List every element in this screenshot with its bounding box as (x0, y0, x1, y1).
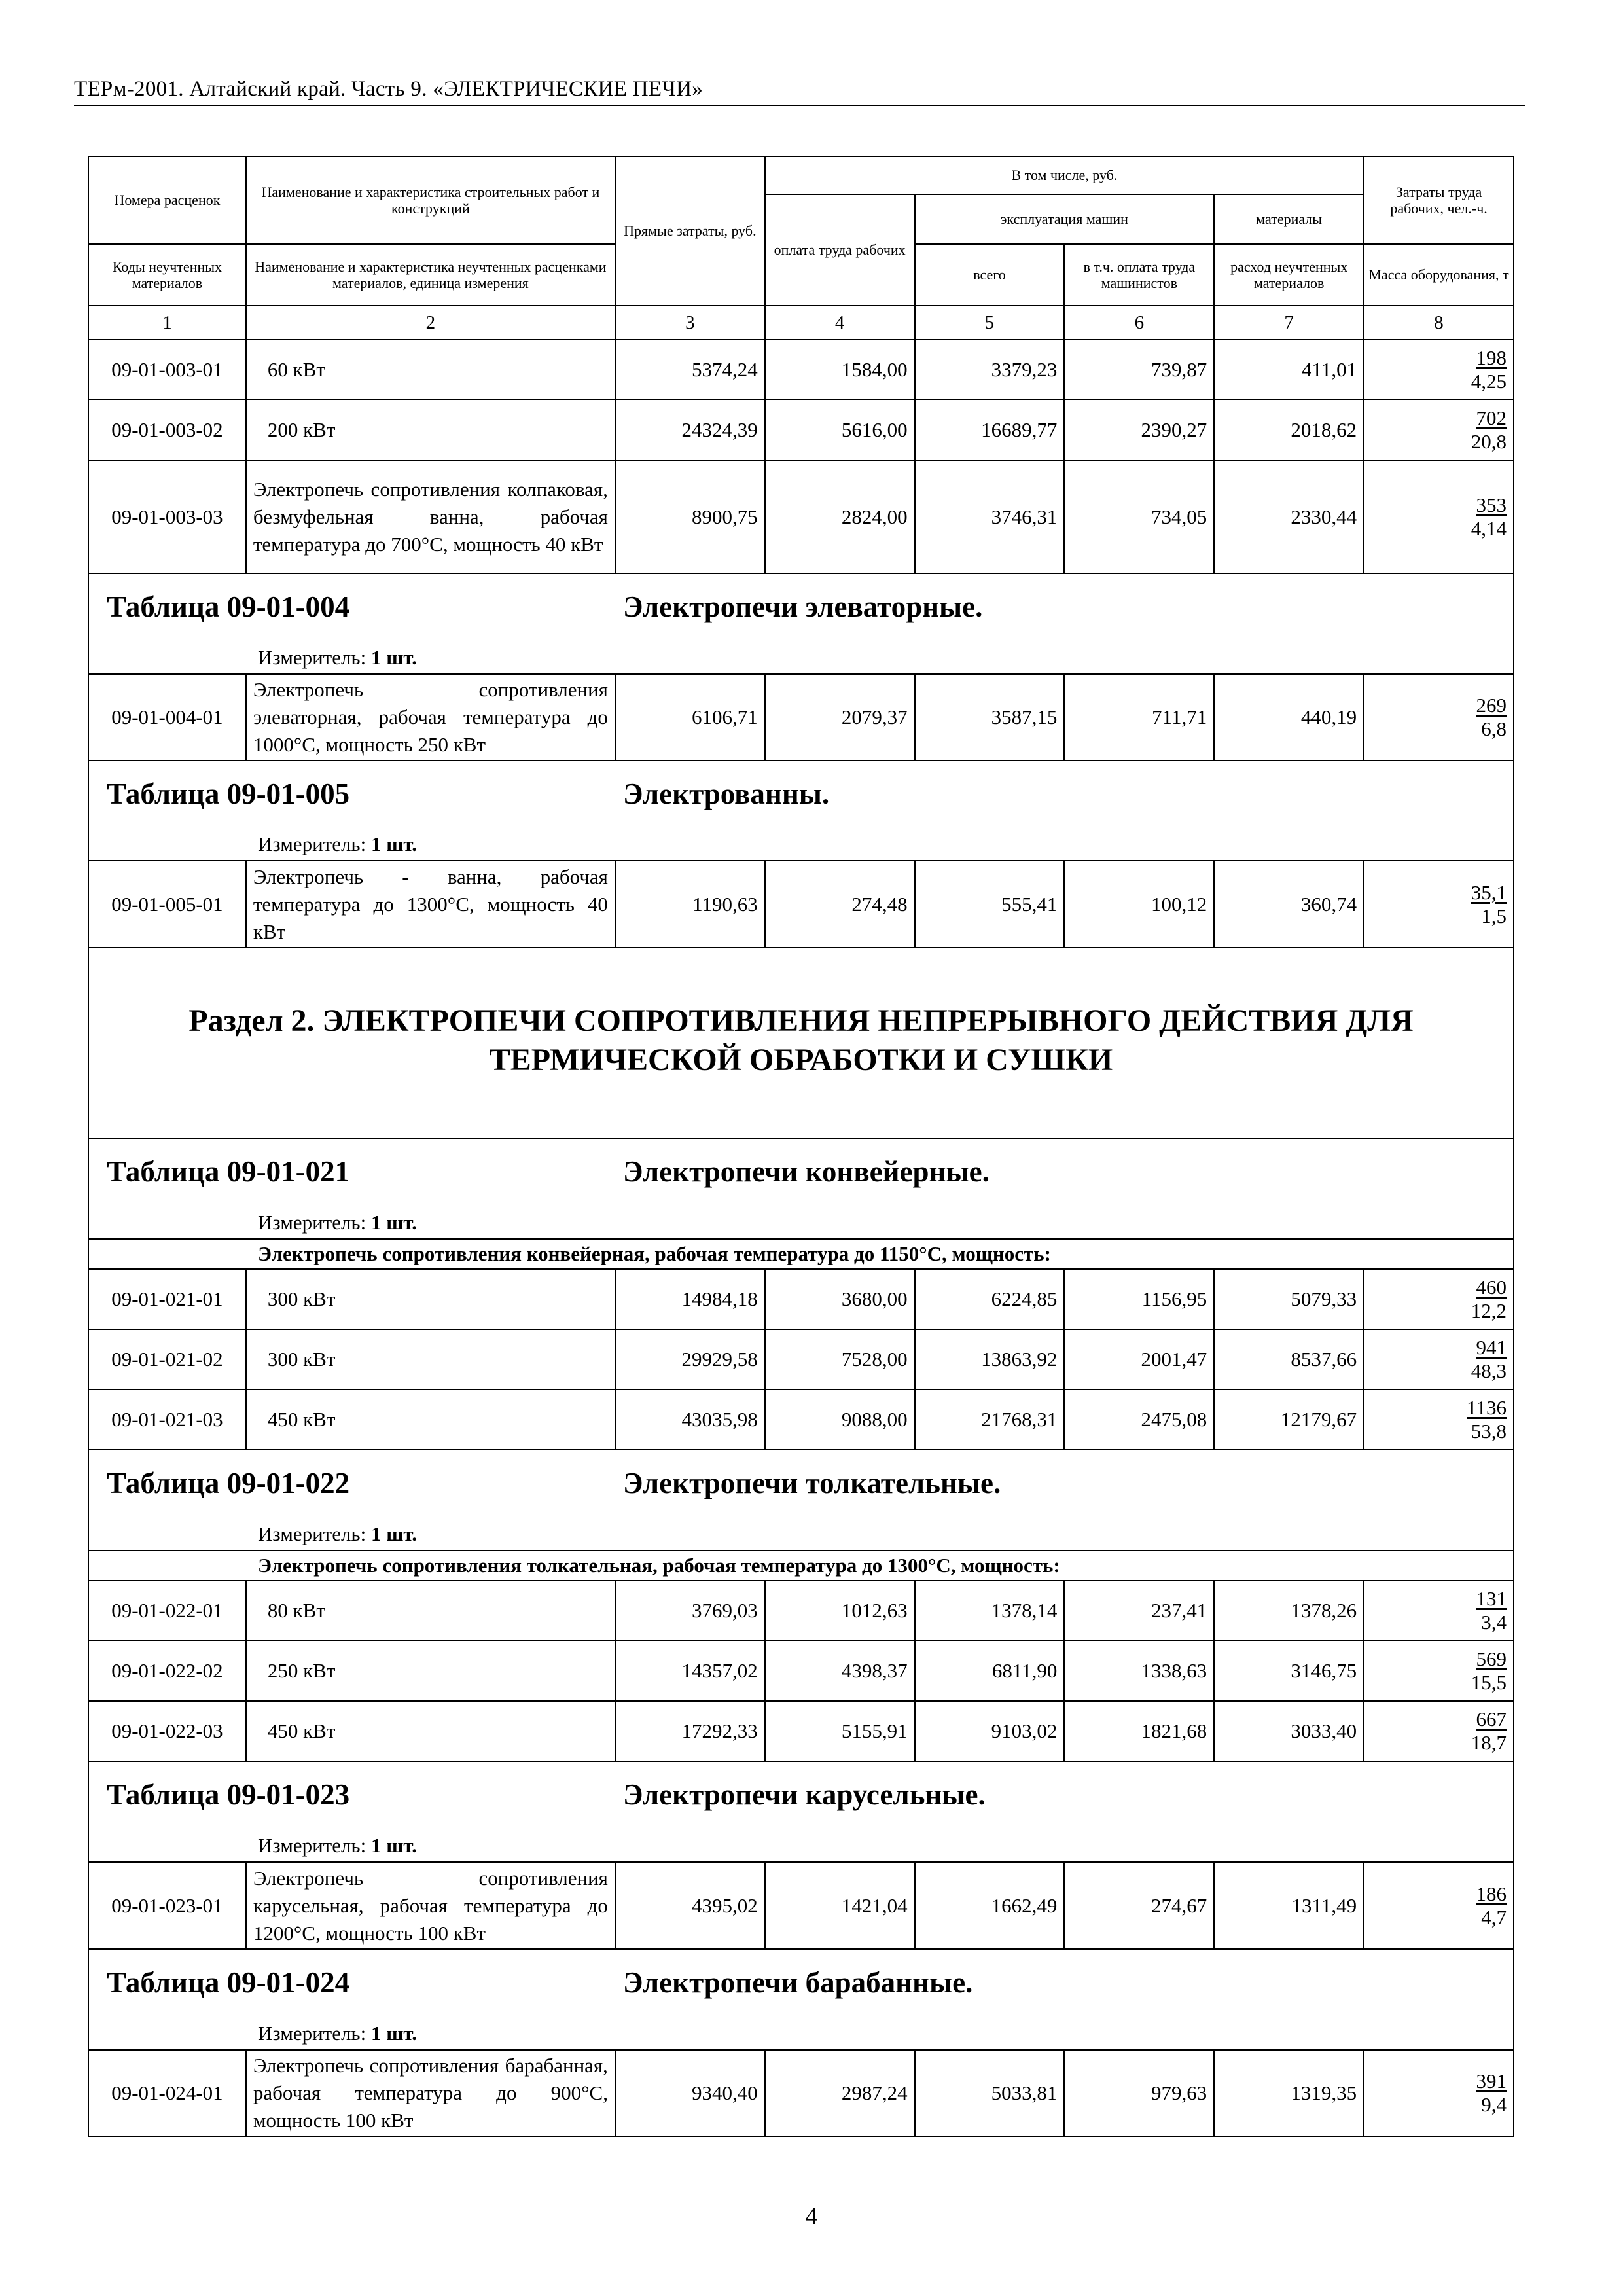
labor-pay: 4398,37 (765, 1641, 915, 1701)
equipment-mass: 4,25 (1471, 369, 1507, 393)
equipment-mass: 12,2 (1471, 1299, 1507, 1322)
labor-mass-fraction (1364, 1329, 1514, 1390)
machinists-pay: 1338,63 (1064, 1641, 1214, 1701)
machinists-pay: 1821,68 (1064, 1701, 1214, 1761)
materials: 3033,40 (1214, 1701, 1364, 1761)
col-head-rate-numbers: Номера расценок (88, 156, 246, 244)
rate-code: 09-01-003-01 (88, 340, 246, 399)
direct-cost: 4395,02 (615, 1862, 765, 1949)
labor-mass-fraction (1364, 1862, 1514, 1949)
group-heading-row (88, 1239, 1514, 1269)
equipment-mass: 18,7 (1471, 1731, 1507, 1754)
group-heading: Электропечь сопротивления конвейерная, рабочая температура до 1150°С, мощность: (88, 1239, 1514, 1269)
machinists-pay: 711,71 (1064, 674, 1214, 761)
machinists-pay: 979,63 (1064, 2050, 1214, 2136)
table-row (88, 674, 1514, 761)
table-title: Электропечи карусельные. (623, 1778, 986, 1811)
materials: 2018,62 (1214, 399, 1364, 461)
direct-cost: 17292,33 (615, 1701, 765, 1761)
rate-code: 09-01-022-03 (88, 1701, 246, 1761)
labor-mass-fraction (1364, 2050, 1514, 2136)
table-title-row (88, 1761, 1514, 1862)
table-title: Электропечи толкательные. (623, 1467, 1001, 1499)
machinists-pay: 2390,27 (1064, 399, 1214, 461)
work-name: Электропечь сопротивления барабанная, рабочая температура до 900°С, мощность 100 кВт (246, 2050, 615, 2136)
col-head-machinists-pay: в т.ч. оплата труда машинистов (1064, 244, 1214, 306)
machinists-pay: 1156,95 (1064, 1269, 1214, 1329)
direct-cost: 3769,03 (615, 1581, 765, 1641)
page-number: 4 (805, 2203, 818, 2230)
table-title-row (88, 573, 1514, 674)
equipment-mass: 53,8 (1471, 1420, 1507, 1443)
materials: 1378,26 (1214, 1581, 1364, 1641)
section-title: Раздел 2. ЭЛЕКТРОПЕЧИ СОПРОТИВЛЕНИЯ НЕПРЕРЫВНОГО ДЕЙСТВИЯ ДЛЯ ТЕРМИЧЕСКОЙ ОБРАБОТКИ И СУШКИ (88, 948, 1514, 1138)
table-title: Электропечи барабанные. (623, 1966, 973, 1999)
table-row (88, 1329, 1514, 1390)
labor-hours: 186 (1476, 1882, 1507, 1905)
equipment-mass: 1,5 (1481, 904, 1507, 927)
machines-total: 6224,85 (915, 1269, 1065, 1329)
header-rule (74, 105, 1525, 106)
section-row (88, 948, 1514, 1138)
direct-cost: 29929,58 (615, 1329, 765, 1390)
machinists-pay: 100,12 (1064, 861, 1214, 948)
equipment-mass: 20,8 (1471, 430, 1507, 453)
equipment-mass: 15,5 (1471, 1671, 1507, 1694)
machinists-pay: 2001,47 (1064, 1329, 1214, 1390)
labor-pay: 2987,24 (765, 2050, 915, 2136)
measure-unit: Измеритель: 1 шт. (258, 2022, 418, 2045)
work-name: Электропечь - ванна, рабочая температура до 1300°С, мощность 40 кВт (246, 861, 615, 948)
machines-total: 555,41 (915, 861, 1065, 948)
col-number: 1 (88, 306, 246, 340)
direct-cost: 14357,02 (615, 1641, 765, 1701)
labor-mass-fraction (1364, 1641, 1514, 1701)
rate-code: 09-01-021-01 (88, 1269, 246, 1329)
work-name: 250 кВт (246, 1641, 615, 1701)
direct-cost: 6106,71 (615, 674, 765, 761)
machines-total: 3379,23 (915, 340, 1065, 399)
materials: 5079,33 (1214, 1269, 1364, 1329)
rate-code: 09-01-004-01 (88, 674, 246, 761)
work-name: Электропечь сопротивления карусельная, рабочая температура до 1200°С, мощность 100 кВт (246, 1862, 615, 1949)
equipment-mass: 9,4 (1481, 2093, 1507, 2116)
equipment-mass: 4,7 (1481, 1905, 1507, 1929)
rate-code: 09-01-005-01 (88, 861, 246, 948)
labor-pay: 5155,91 (765, 1701, 915, 1761)
labor-hours: 353 (1476, 493, 1507, 516)
col-number: 3 (615, 306, 765, 340)
work-name: 60 кВт (246, 340, 615, 399)
table-title: Электрованны. (623, 778, 830, 810)
labor-hours: 941 (1476, 1336, 1507, 1359)
document-header: ТЕРм-2001. Алтайский край. Часть 9. «ЭЛЕКТРИЧЕСКИЕ ПЕЧИ» (74, 77, 704, 101)
labor-hours: 391 (1476, 2070, 1507, 2092)
direct-cost: 8900,75 (615, 461, 765, 573)
work-name: 300 кВт (246, 1329, 615, 1390)
labor-mass-fraction (1364, 861, 1514, 948)
col-number: 5 (915, 306, 1065, 340)
col-number: 2 (246, 306, 615, 340)
rate-code: 09-01-024-01 (88, 2050, 246, 2136)
work-name: Электропечь сопротивления элеваторная, рабочая температура до 1000°С, мощность 250 кВт (246, 674, 615, 761)
labor-mass-fraction (1364, 1701, 1514, 1761)
table-number: Таблица 09-01-021 (107, 1155, 350, 1188)
col-head-material-codes: Коды неучтенных материалов (88, 244, 246, 306)
table-title-row (88, 1450, 1514, 1551)
labor-pay: 1421,04 (765, 1862, 915, 1949)
labor-mass-fraction (1364, 1390, 1514, 1450)
table-row (88, 461, 1514, 573)
materials: 2330,44 (1214, 461, 1364, 573)
direct-cost: 1190,63 (615, 861, 765, 948)
labor-hours: 35,1 (1471, 880, 1507, 904)
direct-cost: 43035,98 (615, 1390, 765, 1450)
labor-pay: 1012,63 (765, 1581, 915, 1641)
machines-total: 16689,77 (915, 399, 1065, 461)
col-head-labor-pay: оплата труда рабочих (765, 194, 915, 306)
materials: 1311,49 (1214, 1862, 1364, 1949)
table-row (88, 861, 1514, 948)
labor-pay: 2079,37 (765, 674, 915, 761)
measure-unit: Измеритель: 1 шт. (258, 833, 418, 855)
direct-cost: 24324,39 (615, 399, 765, 461)
table-row (88, 1701, 1514, 1761)
labor-pay: 9088,00 (765, 1390, 915, 1450)
labor-mass-fraction (1364, 340, 1514, 399)
direct-cost: 14984,18 (615, 1269, 765, 1329)
machines-total: 21768,31 (915, 1390, 1065, 1450)
measure-unit: Измеритель: 1 шт. (258, 1211, 418, 1234)
labor-pay: 274,48 (765, 861, 915, 948)
work-name: 450 кВт (246, 1701, 615, 1761)
table-title-row (88, 761, 1514, 861)
labor-pay: 5616,00 (765, 399, 915, 461)
labor-mass-fraction (1364, 461, 1514, 573)
col-head-unaccounted-materials: расход неучтенных материалов (1214, 244, 1364, 306)
table-row (88, 1390, 1514, 1450)
table-row (88, 1581, 1514, 1641)
labor-mass-fraction (1364, 674, 1514, 761)
col-head-including: В том числе, руб. (765, 156, 1364, 194)
col-head-direct-costs: Прямые затраты, руб. (615, 156, 765, 306)
table-number: Таблица 09-01-023 (107, 1778, 350, 1811)
rate-code: 09-01-021-02 (88, 1329, 246, 1390)
table-number: Таблица 09-01-024 (107, 1966, 350, 1999)
work-name: 450 кВт (246, 1390, 615, 1450)
table-row (88, 2050, 1514, 2136)
rate-code: 09-01-023-01 (88, 1862, 246, 1949)
table-row (88, 1269, 1514, 1329)
machines-total: 3746,31 (915, 461, 1065, 573)
machinists-pay: 274,67 (1064, 1862, 1214, 1949)
materials: 440,19 (1214, 674, 1364, 761)
table-row (88, 399, 1514, 461)
direct-cost: 9340,40 (615, 2050, 765, 2136)
rate-code: 09-01-003-02 (88, 399, 246, 461)
machinists-pay: 237,41 (1064, 1581, 1214, 1641)
col-head-work-name: Наименование и характеристика строительных работ и конструкций (246, 156, 615, 244)
equipment-mass: 3,4 (1481, 1611, 1507, 1634)
rate-code: 09-01-021-03 (88, 1390, 246, 1450)
rate-code: 09-01-022-02 (88, 1641, 246, 1701)
group-heading-row (88, 1551, 1514, 1581)
materials: 3146,75 (1214, 1641, 1364, 1701)
rates-table (88, 156, 1514, 2137)
col-number: 7 (1214, 306, 1364, 340)
labor-hours: 131 (1476, 1587, 1507, 1610)
labor-hours: 569 (1476, 1647, 1507, 1670)
machinists-pay: 734,05 (1064, 461, 1214, 573)
labor-hours: 702 (1476, 406, 1507, 429)
labor-pay: 7528,00 (765, 1329, 915, 1390)
group-heading: Электропечь сопротивления толкательная, рабочая температура до 1300°С, мощность: (88, 1551, 1514, 1581)
rate-code: 09-01-003-03 (88, 461, 246, 573)
rate-code: 09-01-022-01 (88, 1581, 246, 1641)
work-name: Электропечь сопротивления колпаковая, безмуфельная ванна, рабочая температура до 700°С, мощность 40 кВт (246, 461, 615, 573)
labor-hours: 1136 (1467, 1396, 1507, 1419)
labor-hours: 198 (1476, 346, 1507, 369)
materials: 360,74 (1214, 861, 1364, 948)
work-name: 200 кВт (246, 399, 615, 461)
materials: 411,01 (1214, 340, 1364, 399)
work-name: 300 кВт (246, 1269, 615, 1329)
machines-total: 1378,14 (915, 1581, 1065, 1641)
col-head-material-names: Наименование и характеристика неучтенных расценками материалов, единица измерения (246, 244, 615, 306)
table-title: Электропечи элеваторные. (623, 590, 983, 623)
col-number: 8 (1364, 306, 1514, 340)
equipment-mass: 6,8 (1481, 717, 1507, 740)
materials: 12179,67 (1214, 1390, 1364, 1450)
table-row (88, 340, 1514, 399)
measure-unit: Измеритель: 1 шт. (258, 646, 418, 669)
equipment-mass: 4,14 (1471, 517, 1507, 540)
col-head-machines: эксплуатация машин (915, 194, 1215, 244)
table-number: Таблица 09-01-005 (107, 778, 350, 810)
machinists-pay: 2475,08 (1064, 1390, 1214, 1450)
machines-total: 3587,15 (915, 674, 1065, 761)
table-row (88, 1862, 1514, 1949)
equipment-mass: 48,3 (1471, 1359, 1507, 1382)
machines-total: 6811,90 (915, 1641, 1065, 1701)
machines-total: 9103,02 (915, 1701, 1065, 1761)
labor-hours: 269 (1476, 694, 1507, 717)
machinists-pay: 739,87 (1064, 340, 1214, 399)
col-head-materials: материалы (1214, 194, 1364, 244)
machines-total: 5033,81 (915, 2050, 1065, 2136)
labor-mass-fraction (1364, 399, 1514, 461)
col-number: 6 (1064, 306, 1214, 340)
labor-pay: 1584,00 (765, 340, 915, 399)
table-number: Таблица 09-01-004 (107, 590, 350, 623)
table-title-row (88, 1138, 1514, 1239)
materials: 8537,66 (1214, 1329, 1364, 1390)
labor-mass-fraction (1364, 1269, 1514, 1329)
labor-pay: 3680,00 (765, 1269, 915, 1329)
col-head-labor-cost: Затраты труда рабочих, чел.-ч. (1364, 156, 1514, 244)
labor-hours: 667 (1476, 1708, 1507, 1731)
labor-mass-fraction (1364, 1581, 1514, 1641)
materials: 1319,35 (1214, 2050, 1364, 2136)
table-title-row (88, 1949, 1514, 2050)
machines-total: 13863,92 (915, 1329, 1065, 1390)
machines-total: 1662,49 (915, 1862, 1065, 1949)
col-number: 4 (765, 306, 915, 340)
table-row (88, 1641, 1514, 1701)
work-name: 80 кВт (246, 1581, 615, 1641)
measure-unit: Измеритель: 1 шт. (258, 1522, 418, 1545)
labor-pay: 2824,00 (765, 461, 915, 573)
labor-hours: 460 (1476, 1276, 1507, 1299)
direct-cost: 5374,24 (615, 340, 765, 399)
measure-unit: Измеритель: 1 шт. (258, 1834, 418, 1857)
table-number: Таблица 09-01-022 (107, 1467, 350, 1499)
col-head-equipment-mass: Масса оборудования, т (1364, 244, 1514, 306)
table-title: Электропечи конвейерные. (623, 1155, 990, 1188)
col-head-machines-total: всего (915, 244, 1065, 306)
